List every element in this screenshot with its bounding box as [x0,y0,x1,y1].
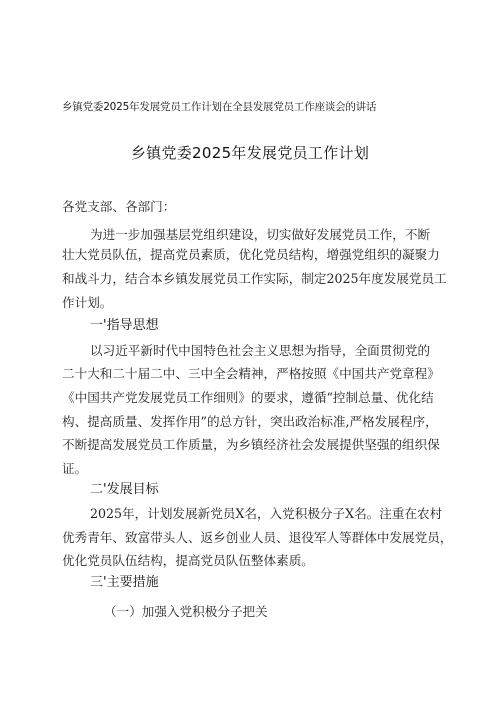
subsection-heading: （一）加强入党积极分子把关 [104,604,268,619]
section1-line: 证。 [62,461,88,476]
section-heading-development-goals: 二'发展目标 [90,482,159,497]
section2-line: 优秀青年、致富带头人、返乡创业人员、退役军人等群体中发展党员， [62,530,453,545]
salutation: 各党支部、各部门： [62,199,176,214]
speech-subtitle: 乡镇党委2025年发展党员工作计划在全县发展党员工作座谈会的讲话 [62,101,377,113]
section-heading-main-measures: 三'主要措施 [90,575,159,590]
section1-line: 二十大和二十届二中、三中全会精神，严格按照《中国共产党章程》 [62,366,440,381]
intro-line: 壮大党员队伍，提高党员素质，优化党员结构，增强党组织的凝聚力 [62,247,440,262]
section2-line: 优化党员队伍结构，提高党员队伍整体素质。 [62,553,314,568]
document-title: 乡镇党委2025年发展党员工作计划 [130,144,370,162]
intro-line: 为进一步加强基层党组织建设，切实做好发展党员工作，不断 [90,227,431,242]
section2-line: 2025年，计划发展新党员X名，入党积极分子X名。注重在农村 [90,506,443,521]
section1-line: 《中国共产党发展党员工作细则》的要求，遵循“控制总量、优化结 [62,390,434,405]
section1-line: 构、提高质量、发挥作用”的总方针，突出政治标准,严格发展程序， [62,414,438,429]
section1-line: 以习近平新时代中国特色社会主义思想为指导，全面贯彻党的 [90,343,431,358]
section-heading-guiding-ideology: 一'指导思想 [90,318,159,333]
intro-line: 作计划。 [62,295,113,310]
section1-line: 不断提高发展党员工作质量，为乡镇经济社会发展提供坚强的组织保 [62,437,440,452]
intro-line: 和战斗力，结合本乡镇发展党员工作实际，制定2025年度发展党员工 [62,271,447,286]
